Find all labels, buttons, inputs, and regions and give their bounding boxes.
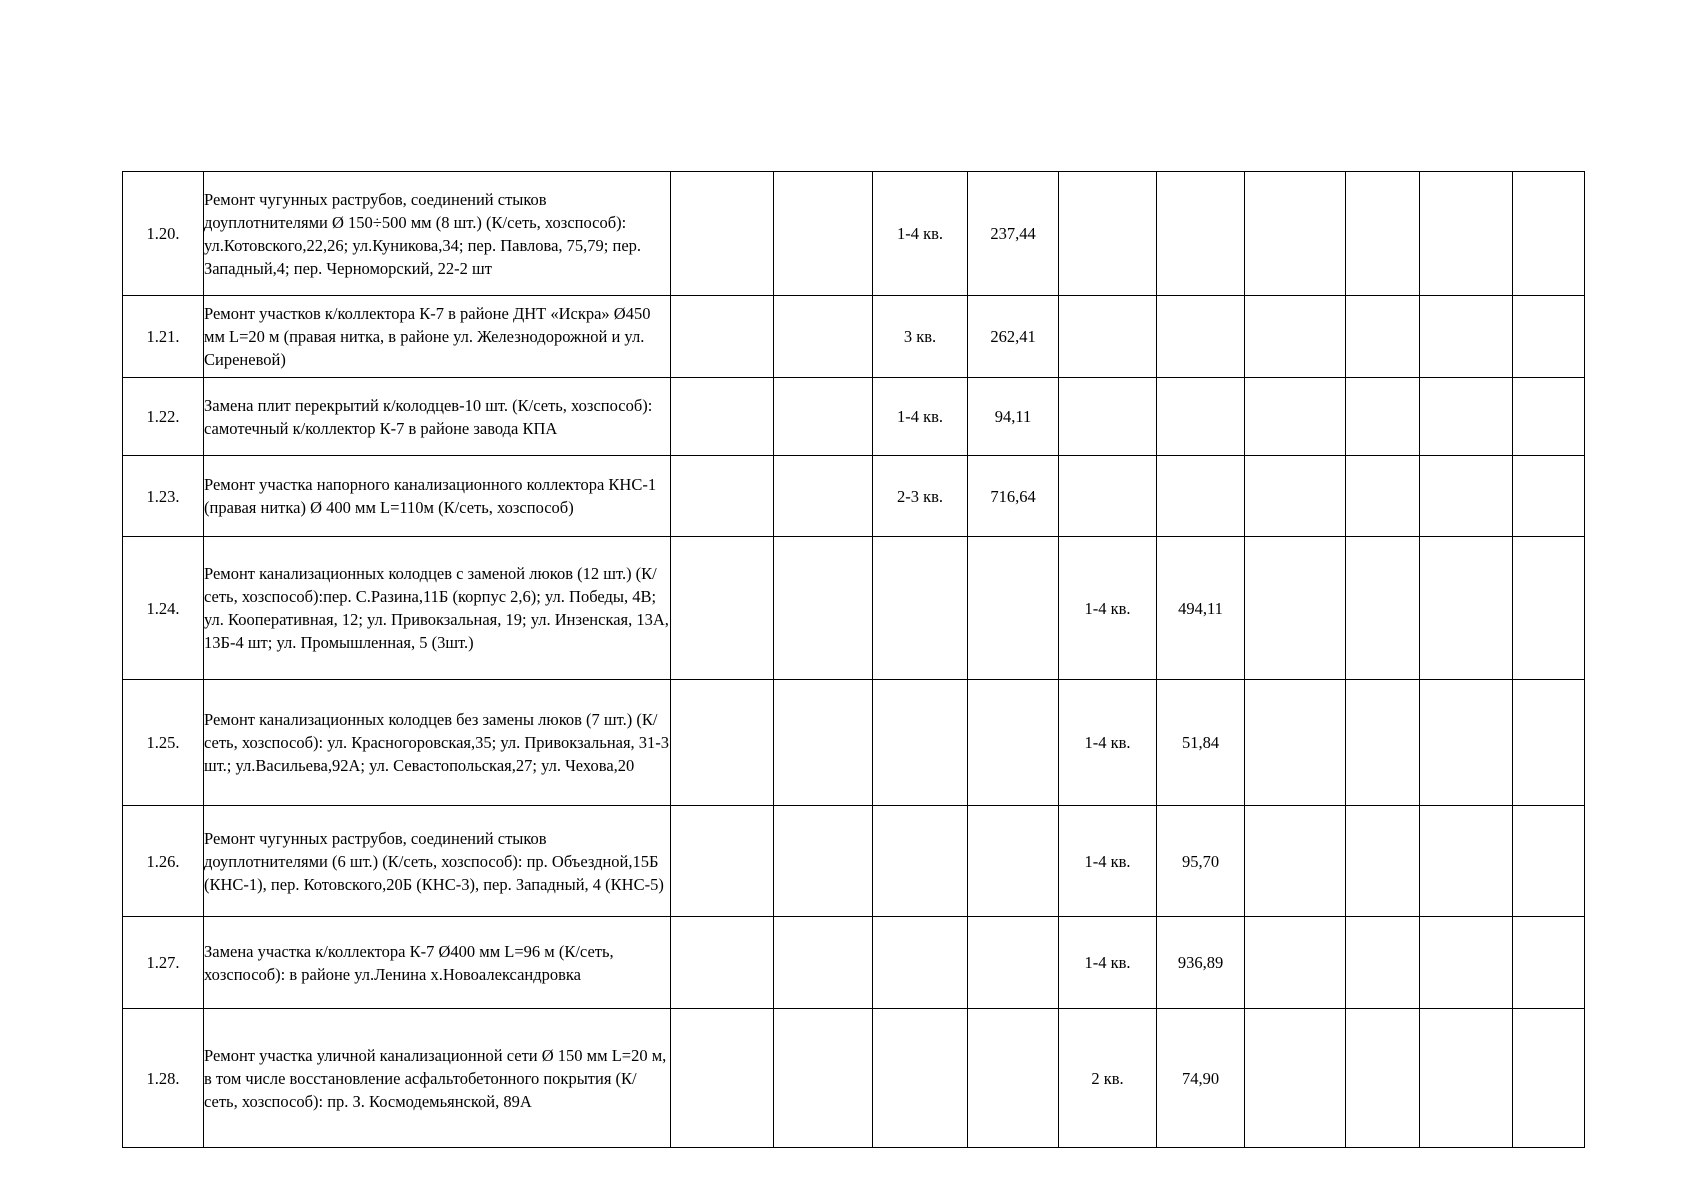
work-description: Ремонт участка напорного канализационного коллектора КНС-1 (правая нитка) Ø 400 мм L=110м (К/сеть, хозспособ) [204,456,671,537]
cell [671,378,774,456]
cell [1245,680,1346,806]
row-number: 1.21. [123,296,204,378]
amount-cell [968,680,1059,806]
quarter-cell [873,537,968,680]
cell [1513,806,1585,917]
quarter-cell [873,806,968,917]
cell [1420,172,1513,296]
table-row [123,680,1585,806]
row-number: 1.26. [123,806,204,917]
amount-cell: 95,70 [1157,806,1245,917]
table-row [123,296,1585,378]
amount-cell: 262,41 [968,296,1059,378]
cell [1245,378,1346,456]
quarter-cell [1059,172,1157,296]
row-number: 1.27. [123,917,204,1009]
cell [774,537,873,680]
amount-cell: 74,90 [1157,1009,1245,1148]
row-number: 1.28. [123,1009,204,1148]
table-row [123,456,1585,537]
cell [671,537,774,680]
work-description: Ремонт канализационных колодцев с заменой люков (12 шт.) (К/сеть, хозспособ):пер. С.Разина,11Б (корпус 2,6); ул. Победы, 4В; ул. Кооперативная, 12; ул. Привокзальная, 19; ул. Инзенская, 13А, 13Б-4 шт; ул. Промышленная, 5 (3шт.) [204,537,671,680]
cell [1420,1009,1513,1148]
work-description: Ремонт канализационных колодцев без замены люков (7 шт.) (К/сеть, хозспособ): ул. Красногоровская,35; ул. Привокзальная, 31-3 шт.; ул.Васильева,92А; ул. Севастопольская,27; ул. Чехова,20 [204,680,671,806]
quarter-cell [873,680,968,806]
cell [774,806,873,917]
cell [671,917,774,1009]
cell [1513,917,1585,1009]
amount-cell: 51,84 [1157,680,1245,806]
amount-cell [1157,456,1245,537]
quarter-cell [1059,456,1157,537]
cell [671,172,774,296]
cell [774,172,873,296]
cell [1245,456,1346,537]
quarter-cell: 2-3 кв. [873,456,968,537]
quarter-cell: 1-4 кв. [1059,917,1157,1009]
amount-cell: 237,44 [968,172,1059,296]
amount-cell [968,537,1059,680]
cell [671,456,774,537]
cell [1420,537,1513,680]
cell [1346,456,1420,537]
table-row [123,378,1585,456]
amount-cell: 716,64 [968,456,1059,537]
quarter-cell [1059,296,1157,378]
amount-cell [968,806,1059,917]
work-description: Ремонт участков к/коллектора К-7 в районе ДНТ «Искра» Ø450 мм L=20 м (правая нитка, в районе ул. Железнодорожной и ул. Сиреневой) [204,296,671,378]
cell [1245,172,1346,296]
cell [1245,537,1346,680]
table-row [123,917,1585,1009]
cell [1420,296,1513,378]
cell [774,456,873,537]
cell [1420,806,1513,917]
cell [1346,172,1420,296]
quarter-cell: 3 кв. [873,296,968,378]
row-number: 1.23. [123,456,204,537]
row-number: 1.22. [123,378,204,456]
cell [774,917,873,1009]
cell [1245,1009,1346,1148]
cell [1513,378,1585,456]
cell [671,1009,774,1148]
work-description: Замена участка к/коллектора К-7 Ø400 мм L=96 м (К/сеть, хозспособ): в районе ул.Ленина х.Новоалександровка [204,917,671,1009]
cell [1420,378,1513,456]
amount-cell: 94,11 [968,378,1059,456]
cell [774,296,873,378]
cell [1513,537,1585,680]
cell [671,680,774,806]
quarter-cell: 1-4 кв. [1059,680,1157,806]
cell [1346,378,1420,456]
work-description: Ремонт участка уличной канализационной сети Ø 150 мм L=20 м, в том числе восстановление асфальтобетонного покрытия (К/сеть, хозспособ): пр. З. Космодемьянской, 89А [204,1009,671,1148]
quarter-cell: 1-4 кв. [1059,806,1157,917]
quarter-cell: 1-4 кв. [1059,537,1157,680]
table-row [123,1009,1585,1148]
amount-cell [1157,172,1245,296]
cell [1513,1009,1585,1148]
quarter-cell: 2 кв. [1059,1009,1157,1148]
cell [1513,172,1585,296]
quarter-cell [1059,378,1157,456]
repair-plan-table [122,171,1585,1148]
cell [1513,456,1585,537]
work-description: Ремонт чугунных раструбов, соединений стыков доуплотнителями (6 шт.) (К/сеть, хозспособ): пр. Объездной,15Б (КНС-1), пер. Котовского,20Б (КНС-3), пер. Западный, 4 (КНС-5) [204,806,671,917]
cell [1420,680,1513,806]
cell [1513,296,1585,378]
cell [1420,917,1513,1009]
quarter-cell: 1-4 кв. [873,172,968,296]
cell [1346,1009,1420,1148]
cell [1346,680,1420,806]
amount-cell [968,1009,1059,1148]
amount-cell [968,917,1059,1009]
work-description: Замена плит перекрытий к/колодцев-10 шт. (К/сеть, хозспособ): самотечный к/коллектор К-7 в районе завода КПА [204,378,671,456]
amount-cell: 936,89 [1157,917,1245,1009]
table-row [123,806,1585,917]
table-row [123,537,1585,680]
table-row [123,172,1585,296]
quarter-cell [873,1009,968,1148]
row-number: 1.24. [123,537,204,680]
quarter-cell [873,917,968,1009]
cell [1346,806,1420,917]
amount-cell [1157,296,1245,378]
cell [1245,917,1346,1009]
cell [1346,537,1420,680]
work-description: Ремонт чугунных раструбов, соединений стыков доуплотнителями Ø 150÷500 мм (8 шт.) (К/сеть, хозспособ): ул.Котовского,22,26; ул.Куникова,34; пер. Павлова, 75,79; пер. Западный,4; пер. Черноморский, 22-2 шт [204,172,671,296]
cell [774,680,873,806]
cell [774,1009,873,1148]
cell [671,296,774,378]
cell [1420,456,1513,537]
cell [774,378,873,456]
quarter-cell: 1-4 кв. [873,378,968,456]
cell [1513,680,1585,806]
amount-cell [1157,378,1245,456]
cell [1245,806,1346,917]
cell [1346,296,1420,378]
cell [1245,296,1346,378]
cell [671,806,774,917]
cell [1346,917,1420,1009]
row-number: 1.25. [123,680,204,806]
row-number: 1.20. [123,172,204,296]
amount-cell: 494,11 [1157,537,1245,680]
